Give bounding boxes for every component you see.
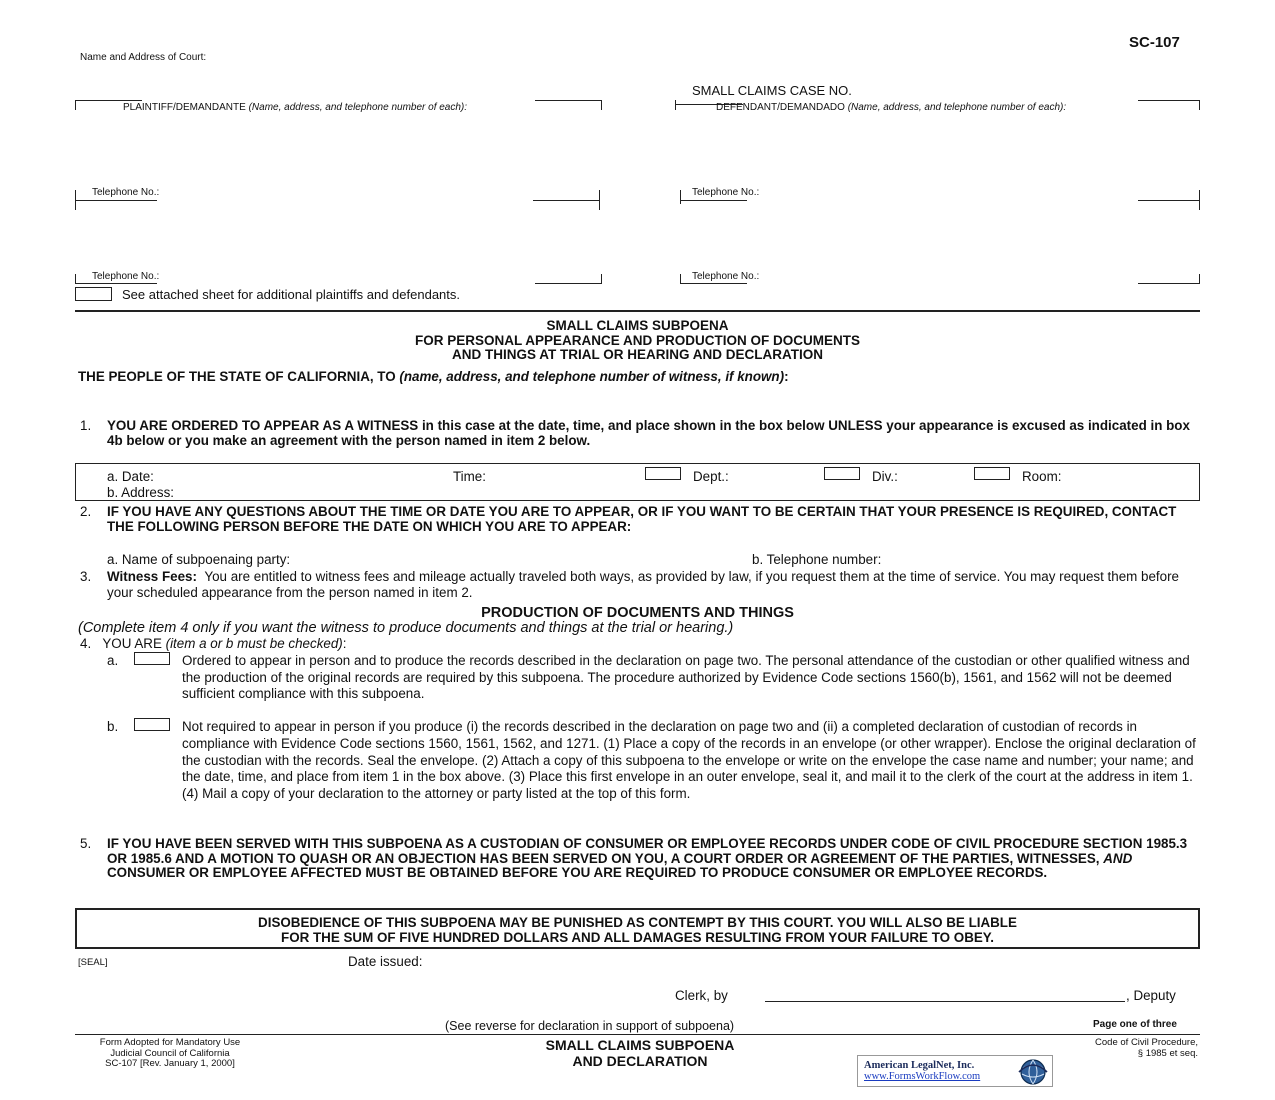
people-line: THE PEOPLE OF THE STATE OF CALIFORNIA, TO (name, address, and telephone number of witness, if known): xyxy=(78,369,789,384)
item-4a-label: a. xyxy=(107,653,119,668)
clerk-by-label: Clerk, by xyxy=(675,988,728,1003)
see-reverse-note: (See reverse for declaration in support of subpoena) xyxy=(445,1019,735,1033)
dept-label: Dept.: xyxy=(693,469,729,484)
brand-stamp xyxy=(857,1055,1053,1087)
contempt-warning: DISOBEDIENCE OF THIS SUBPOENA MAY BE PUNISHED AS CONTEMPT BY THIS COURT. YOU WILL ALSO BE LIABLE FOR THE SUM OF FIVE HUNDRED DOLLARS AND ALL DAMAGES RESULTING FROM YOUR FAILURE TO OBEY. xyxy=(75,908,1200,949)
form-title: SMALL CLAIMS SUBPOENA FOR PERSONAL APPEARANCE AND PRODUCTION OF DOCUMENTS AND THINGS AT TRIAL OR HEARING AND DECLARATION xyxy=(414,318,861,362)
defendant-telephone-label-2: Telephone No.: xyxy=(692,271,760,282)
page-number: Page one of three xyxy=(1093,1019,1177,1030)
production-note: (Complete item 4 only if you want the witness to produce documents and things at the trial or hearing.) xyxy=(78,620,734,636)
globe-icon xyxy=(1016,1058,1050,1086)
item-4b-checkbox[interactable] xyxy=(134,718,170,731)
div-field[interactable] xyxy=(974,467,1010,480)
subpoenaing-party-label: a. Name of subpoenaing party: xyxy=(107,552,291,567)
footer-title: SMALL CLAIMS SUBPOENA AND DECLARATION xyxy=(545,1037,735,1069)
deputy-label: , Deputy xyxy=(1126,988,1176,1003)
item-4a-text: Ordered to appear in person and to produce the records described in the declaration on page two. The personal attendance of the custodian or other qualified witness and the production of the original records are required by this subpoena. The procedure authorized by Evidence Code sections 1560(b), 1561, and 1562 will not be deemed sufficient compliance with this subpoena. xyxy=(182,653,1190,701)
defendant-label: DEFENDANT/DEMANDADO (Name, address, and telephone number of each): xyxy=(716,102,1067,113)
form-adopted-note: Form Adopted for Mandatory Use Judicial Council of California SC-107 [Rev. January 1, 2000] xyxy=(99,1037,241,1069)
item-1: 1. YOU ARE ORDERED TO APPEAR AS A WITNESS in this case at the date, time, and place shown in the box below UNLESS your appearance is excused as indicated in box 4b below or you make an agreement with the person named in item 2 below. xyxy=(80,418,1190,448)
item-4: 4. YOU ARE (item a or b must be checked): xyxy=(80,636,347,651)
telephone-number-label: b. Telephone number: xyxy=(752,552,882,567)
time-field[interactable] xyxy=(645,467,681,480)
seal-label: [SEAL] xyxy=(78,957,108,968)
brand-url[interactable]: www.FormsWorkFlow.com xyxy=(864,1071,981,1082)
court-label: Name and Address of Court: xyxy=(80,52,207,63)
brand-name: American LegalNet, Inc. xyxy=(864,1060,975,1071)
production-heading: PRODUCTION OF DOCUMENTS AND THINGS xyxy=(481,605,794,621)
attached-sheet-label: See attached sheet for additional plaintiffs and defendants. xyxy=(122,287,461,302)
attached-sheet-checkbox[interactable] xyxy=(75,287,112,301)
defendant-telephone-label-1: Telephone No.: xyxy=(692,187,760,198)
clerk-signature-line[interactable] xyxy=(765,1001,1125,1002)
plaintiff-telephone-label-2: Telephone No.: xyxy=(92,271,160,282)
address-label: b. Address: xyxy=(107,485,174,500)
item-5: 5. IF YOU HAVE BEEN SERVED WITH THIS SUBPOENA AS A CUSTODIAN OF CONSUMER OR EMPLOYEE RECORDS UNDER CODE OF CIVIL PROCEDURE SECTION 1985.3 OR 1985.6 AND A MOTION TO QUASH OR AN OBJECTION HAS BEEN SERVED ON YOU, A COURT ORDER OR AGREEMENT OF THE PARTIES, WITNESSES, AND CONSUMER OR EMPLOYEE AFFECTED MUST BE OBTAINED BEFORE YOU ARE REQUIRED TO PRODUCE CONSUMER OR EMPLOYEE RECORDS. xyxy=(80,836,1188,880)
code-reference: Code of Civil Procedure, § 1985 et seq. xyxy=(1095,1037,1198,1059)
div-label: Div.: xyxy=(872,469,898,484)
item-4a-checkbox[interactable] xyxy=(134,652,170,665)
item-4b-text: Not required to appear in person if you produce (i) the records described in the declaration on page two and (ii) a completed declaration of custodian of records in compliance with Evidence Code sections 1560, 1561, 1562, and 1271. (1) Place a copy of the records in an envelope (or other wrapper). Enclose the original declaration of the custodian with the records. Seal the envelope. (2) Attach a copy of this subpoena to the envelope or write on the envelope the case name and number; your name; and the date, time, and place from item 1 in the box above. (3) Place this first envelope in an outer envelope, seal it, and mail it to the clerk of the court at the address in item 1. (4) Mail a copy of your declaration to the attorney or party listed at the top of this form. xyxy=(182,719,1196,802)
item-2: 2. IF YOU HAVE ANY QUESTIONS ABOUT THE TIME OR DATE YOU ARE TO APPEAR, OR IF YOU WANT TO BE CERTAIN THAT YOUR PRESENCE IS REQUIRED, CONTACT THE FOLLOWING PERSON BEFORE THE DATE ON WHICH YOU ARE TO APPEAR: xyxy=(80,504,1177,534)
date-issued-label: Date issued: xyxy=(348,954,423,969)
item-4b-label: b. xyxy=(107,719,119,734)
plaintiff-label: PLAINTIFF/DEMANDANTE (Name, address, and telephone number of each): xyxy=(123,102,468,113)
time-label: Time: xyxy=(453,469,486,484)
room-label: Room: xyxy=(1022,469,1062,484)
form-id: SC-107 xyxy=(1129,34,1180,51)
plaintiff-telephone-label-1: Telephone No.: xyxy=(92,187,160,198)
date-label: a. Date: xyxy=(107,469,154,484)
case-no-label: SMALL CLAIMS CASE NO. xyxy=(692,83,852,98)
item-3: 3. Witness Fees: You are entitled to witness fees and mileage actually traveled both ways, as provided by law, if you request them at the time of service. You may request them before your scheduled appearance from the person named in item 2. xyxy=(80,569,1179,600)
dept-field[interactable] xyxy=(824,467,860,480)
